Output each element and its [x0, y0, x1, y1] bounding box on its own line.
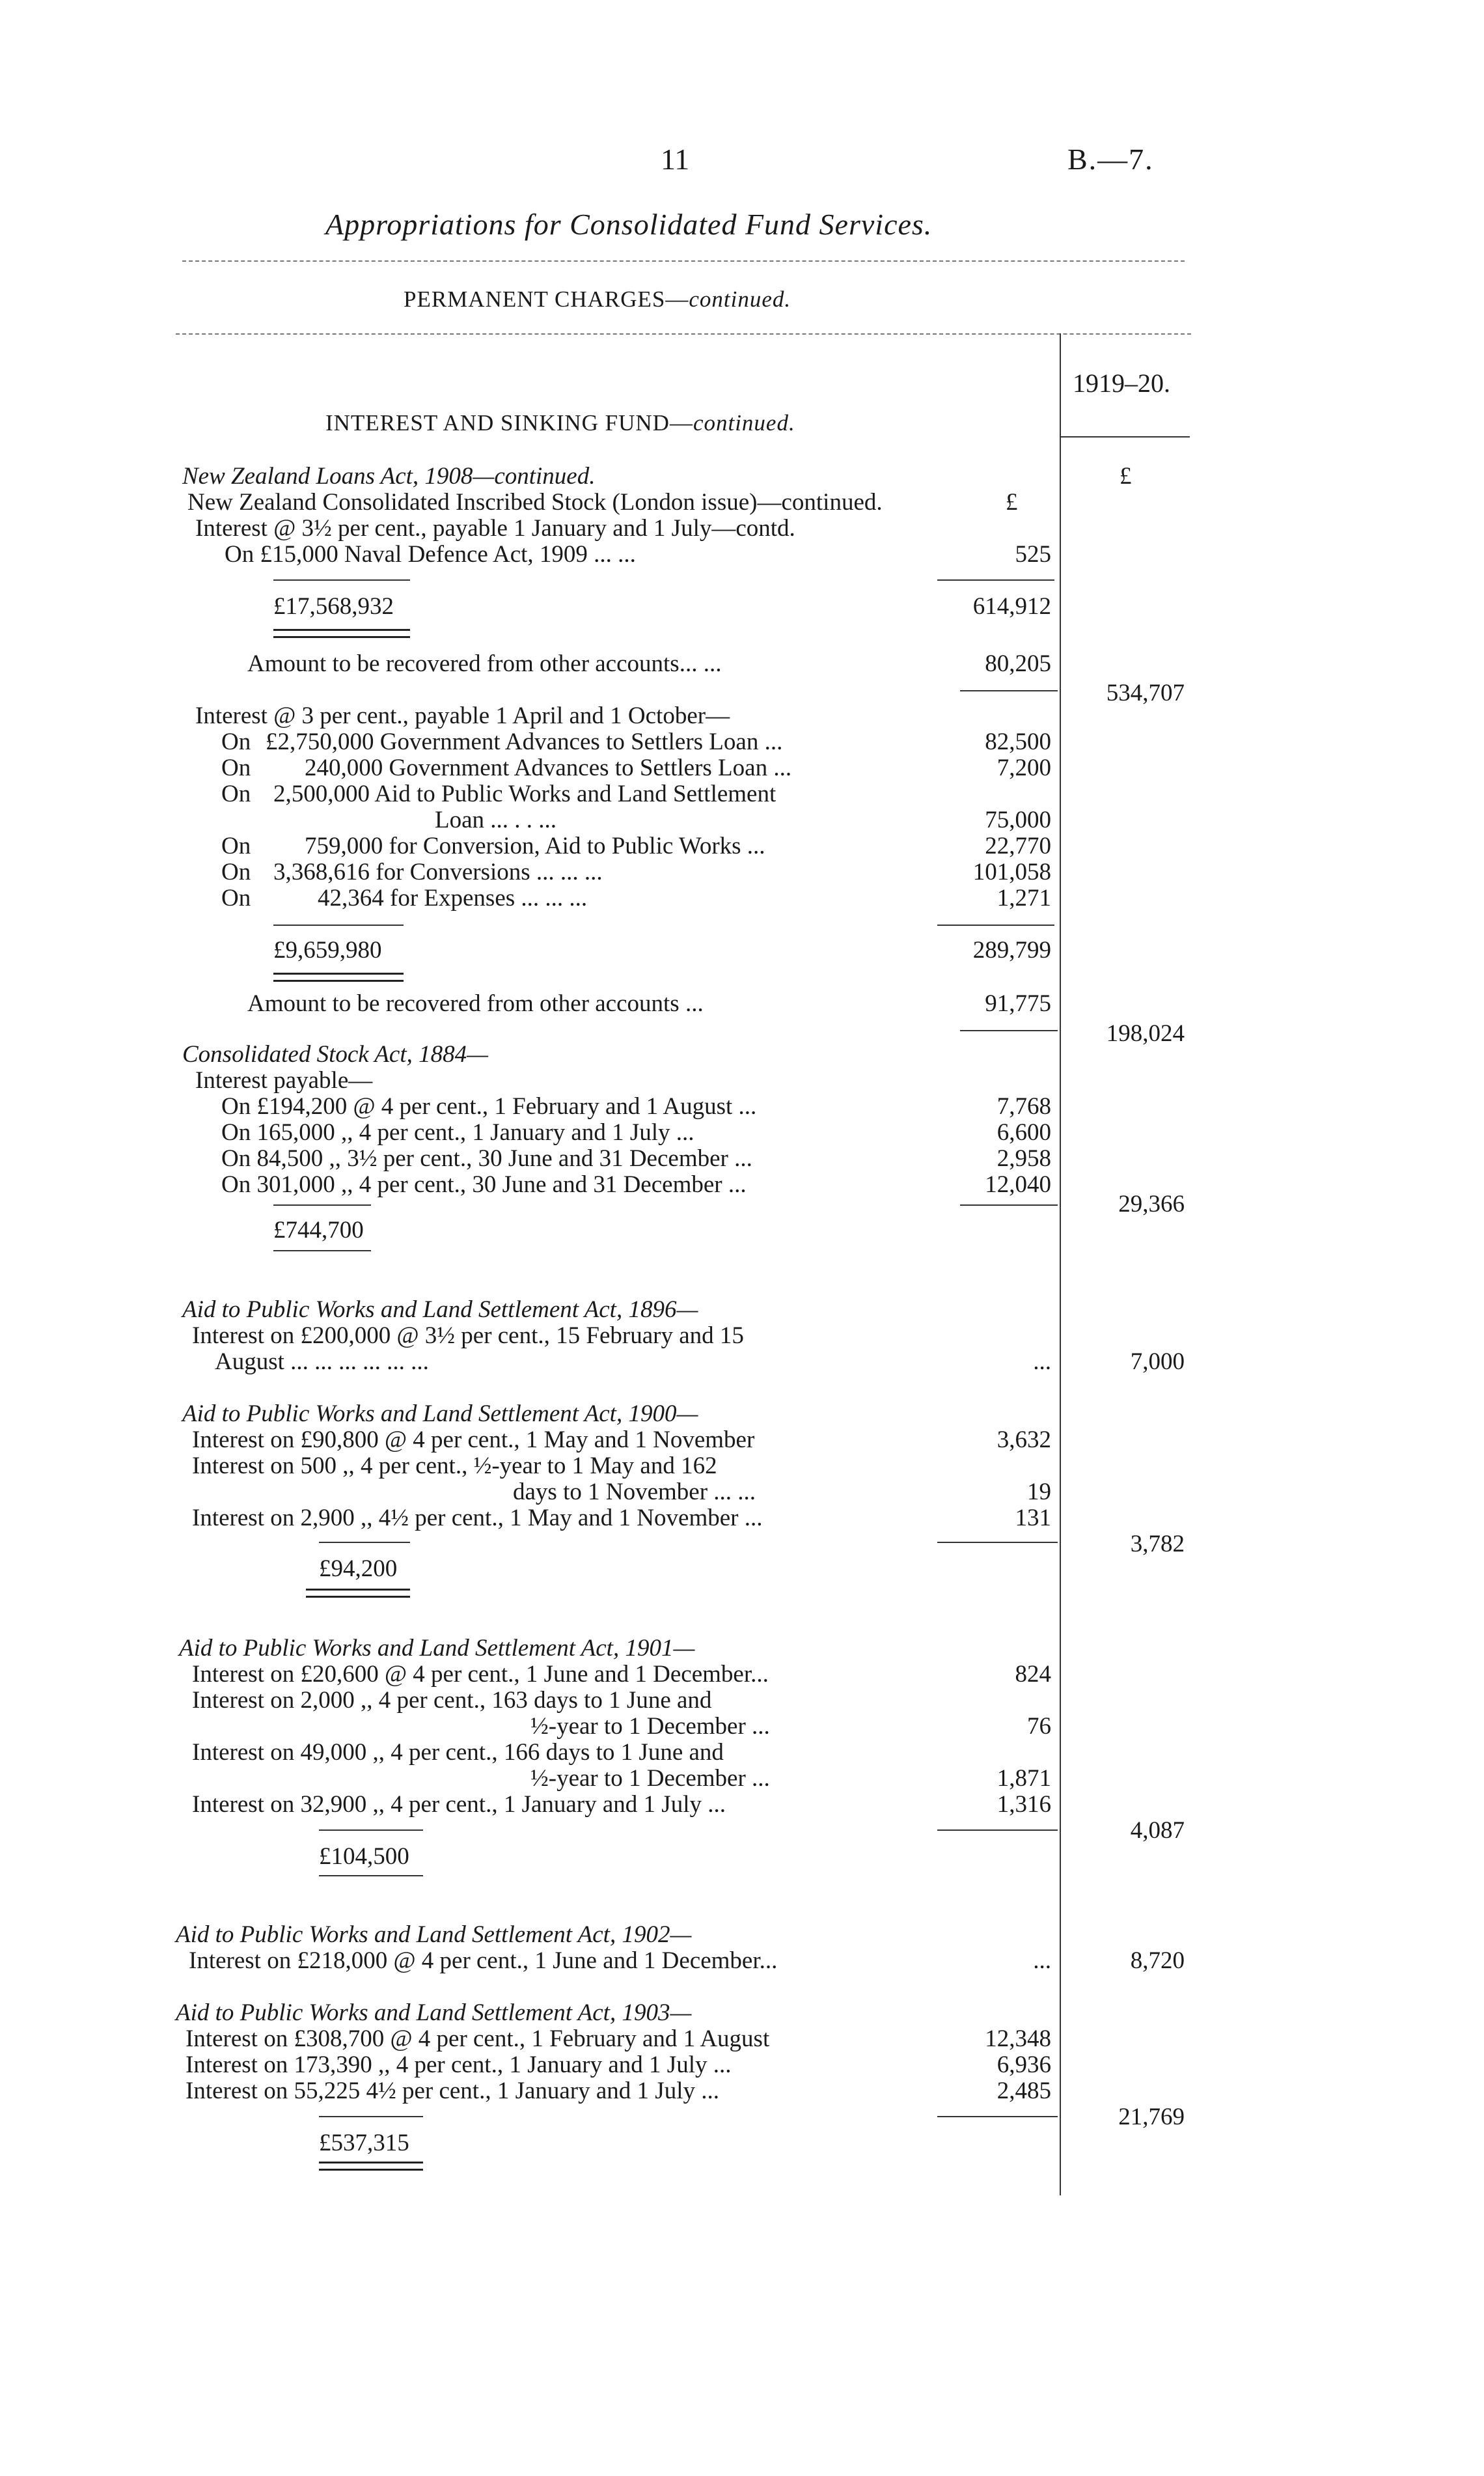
s1-capital-double-rule — [273, 629, 410, 638]
s5-row-4-amount: 131 — [1015, 1505, 1051, 1531]
s5-row-3-amount: 19 — [1027, 1479, 1051, 1505]
s6-row-6-text: Interest on 32,900 ,, 4 per cent., 1 January and 1 July ... — [192, 1791, 726, 1818]
header-divider — [182, 260, 1185, 262]
s2-row-4-text: Loan ... . . ... — [435, 807, 557, 833]
s6-act-title: Aid to Public Works and Land Settlement Act, 1901— — [179, 1635, 695, 1662]
s2-row-2-amount: 7,200 — [996, 755, 1051, 781]
s3-capital: £744,700 — [273, 1217, 364, 1244]
s6-row-3-text: ½-year to 1 December ... — [530, 1713, 770, 1740]
s8-capital: £537,315 — [319, 2130, 409, 2156]
year-column-header: 1919–20. — [1073, 369, 1170, 398]
s2-row-1-prefix: On — [221, 729, 251, 755]
s2-row-4-amount: 75,000 — [985, 807, 1051, 833]
subtitle-main: PERMANENT CHARGES— — [404, 286, 689, 312]
s2-row-3-text: 2,500,000 Aid to Public Works and Land Settlement — [273, 781, 776, 807]
s2-row-5-prefix: On — [221, 833, 251, 859]
s6-capital: £104,500 — [319, 1843, 409, 1870]
section-title-main: INTEREST AND SINKING FUND— — [325, 410, 693, 436]
s2-row-7-prefix: On — [221, 885, 251, 911]
s2-net-rule — [960, 1030, 1058, 1031]
s2-row-2-text: 240,000 Government Advances to Settlers Loan ... — [305, 755, 792, 781]
s3-net-rule — [960, 1204, 1058, 1206]
s2-row-6-text: 3,368,616 for Conversions ... ... ... — [273, 859, 603, 885]
s1-currency: £ — [1006, 489, 1018, 516]
s2-capital-double-rule — [273, 973, 404, 982]
s6-row-1-amount: 824 — [1015, 1661, 1051, 1688]
s8-act-title: Aid to Public Works and Land Settlement Act, 1903— — [176, 1999, 692, 2026]
s3-row-2-text: On 165,000 ,, 4 per cent., 1 January and 1 July ... — [221, 1119, 694, 1146]
s8-net: 21,769 — [1118, 2104, 1185, 2130]
s3-row-4-amount: 12,040 — [985, 1171, 1051, 1198]
s3-act-title: Consolidated Stock Act, 1884— — [182, 1041, 488, 1068]
s5-row-4-text: Interest on 2,900 ,, 4½ per cent., 1 May and 1 November ... — [192, 1505, 763, 1531]
s1-subtotal: 614,912 — [972, 593, 1051, 620]
s1-stock-line: New Zealand Consolidated Inscribed Stock (London issue)—continued. — [187, 489, 883, 516]
s1-capital: £17,568,932 — [273, 593, 394, 620]
s6-row-2-text: Interest on 2,000 ,, 4 per cent., 163 days to 1 June and — [192, 1687, 712, 1714]
s4-amount: ... — [1033, 1348, 1051, 1375]
s8-net-rule — [937, 2116, 1058, 2117]
s1-recover-amount: 80,205 — [985, 650, 1051, 677]
s1-recover-text: Amount to be recovered from other accounts... ... — [247, 650, 722, 677]
s2-row-2-prefix: On — [221, 755, 251, 781]
year-column-divider — [1060, 333, 1061, 2195]
s3-row-1-amount: 7,768 — [996, 1093, 1051, 1120]
s6-row-5-amount: 1,871 — [996, 1765, 1051, 1792]
s3-capital-bottom-rule — [273, 1250, 371, 1251]
s1-net-rule — [960, 690, 1058, 691]
s6-capital-bottom-rule — [319, 1875, 423, 1876]
s8-capital-double-rule — [319, 2162, 423, 2171]
s3-row-2-amount: 6,600 — [996, 1119, 1051, 1146]
s2-recover-text: Amount to be recovered from other accounts ... — [247, 990, 704, 1017]
s3-row-3-amount: 2,958 — [996, 1145, 1051, 1172]
s3-row-1-text: On £194,200 @ 4 per cent., 1 February and 1 August ... — [221, 1093, 757, 1120]
s2-row-7-text: 42,364 for Expenses ... ... ... — [318, 885, 588, 911]
page-number: 11 — [661, 143, 690, 176]
page-title: Appropriations for Consolidated Fund Services. — [325, 208, 933, 241]
s5-act-title: Aid to Public Works and Land Settlement Act, 1900— — [182, 1400, 698, 1427]
s2-row-7-amount: 1,271 — [996, 885, 1051, 911]
s1-act-title: New Zealand Loans Act, 1908—continued. — [182, 463, 596, 490]
s2-interest-line: Interest @ 3 per cent., payable 1 April and 1 October— — [195, 702, 730, 729]
page-subtitle — [404, 286, 791, 313]
s8-row-1-text: Interest on £308,700 @ 4 per cent., 1 February and 1 August — [186, 2025, 770, 2052]
s8-row-1-amount: 12,348 — [985, 2025, 1051, 2052]
s2-subtotal: 289,799 — [972, 937, 1051, 964]
s8-row-2-text: Interest on 173,390 ,, 4 per cent., 1 January and 1 July ... — [186, 2052, 732, 2078]
s2-row-6-prefix: On — [221, 859, 251, 885]
s6-row-3-amount: 76 — [1027, 1713, 1051, 1740]
s6-row-4-text: Interest on 49,000 ,, 4 per cent., 166 days to 1 June and — [192, 1739, 724, 1766]
table-top-rule — [176, 333, 1191, 335]
section-title — [325, 410, 795, 436]
s8-row-2-amount: 6,936 — [996, 2052, 1051, 2078]
s5-capital-rule — [319, 1542, 410, 1543]
s5-row-1-amount: 3,632 — [996, 1426, 1051, 1453]
s2-row-6-amount: 101,058 — [972, 859, 1051, 885]
s7-line: Interest on £218,000 @ 4 per cent., 1 June and 1 December... — [189, 1947, 778, 1974]
year-header-rule — [1060, 436, 1190, 438]
subtitle-suffix: continued. — [689, 286, 791, 312]
s4-net: 7,000 — [1130, 1348, 1185, 1375]
s6-row-5-text: ½-year to 1 December ... — [530, 1765, 770, 1792]
s5-net-rule — [937, 1542, 1058, 1543]
s7-act-title: Aid to Public Works and Land Settlement Act, 1902— — [176, 1921, 692, 1948]
s6-row-1-text: Interest on £20,600 @ 4 per cent., 1 June and 1 December... — [192, 1661, 769, 1688]
s1-row-text: On £15,000 Naval Defence Act, 1909 ... ... — [225, 541, 636, 568]
s1-net: 534,707 — [1106, 680, 1185, 706]
s8-capital-rule — [319, 2116, 423, 2117]
s1-interest-line: Interest @ 3½ per cent., payable 1 January and 1 July—contd. — [195, 515, 795, 542]
document-code: B.—7. — [1067, 143, 1154, 176]
s3-row-3-text: On 84,500 ,, 3½ per cent., 30 June and 31 December ... — [221, 1145, 752, 1172]
s2-row-5-amount: 22,770 — [985, 833, 1051, 859]
s6-capital-rule — [319, 1829, 423, 1831]
s5-row-2-text: Interest on 500 ,, 4 per cent., ½-year to 1 May and 162 — [192, 1453, 717, 1479]
s7-net: 8,720 — [1130, 1947, 1185, 1974]
s2-capital: £9,659,980 — [273, 937, 382, 964]
s3-capital-rule — [273, 1204, 371, 1206]
s2-row-1-amount: 82,500 — [985, 729, 1051, 755]
s1-row-amount: 525 — [1015, 541, 1051, 568]
s4-act-title: Aid to Public Works and Land Settlement Act, 1896— — [182, 1296, 698, 1323]
s8-row-3-amount: 2,485 — [996, 2078, 1051, 2104]
s4-line-1: Interest on £200,000 @ 3½ per cent., 15 February and 15 — [192, 1322, 744, 1349]
s2-capital-rule — [273, 925, 404, 926]
s5-capital: £94,200 — [319, 1555, 398, 1582]
s2-recover-amount: 91,775 — [985, 990, 1051, 1017]
s1-subtotal-rule — [937, 579, 1054, 581]
s3-net: 29,366 — [1118, 1191, 1185, 1217]
s2-row-3-prefix: On — [221, 781, 251, 807]
s3-interest-line: Interest payable— — [195, 1067, 373, 1094]
s6-net: 4,087 — [1130, 1817, 1185, 1844]
s2-net: 198,024 — [1106, 1020, 1185, 1047]
s5-row-1-text: Interest on £90,800 @ 4 per cent., 1 May and 1 November — [192, 1426, 755, 1453]
s2-row-5-text: 759,000 for Conversion, Aid to Public Works ... — [305, 833, 765, 859]
s5-net: 3,782 — [1130, 1531, 1185, 1557]
s2-subtotal-rule — [937, 925, 1054, 926]
s1-capital-rule — [273, 579, 410, 581]
s7-amount: ... — [1033, 1947, 1051, 1974]
s6-net-rule — [937, 1829, 1058, 1831]
s3-row-4-text: On 301,000 ,, 4 per cent., 30 June and 31 December ... — [221, 1171, 747, 1198]
s4-line-2: August ... ... ... ... ... ... — [215, 1348, 429, 1375]
s5-capital-double-rule — [306, 1589, 410, 1598]
year-currency-symbol: £ — [1120, 463, 1132, 490]
s8-row-3-text: Interest on 55,225 4½ per cent., 1 January and 1 July ... — [186, 2078, 719, 2104]
section-title-suffix: continued. — [693, 410, 795, 436]
s6-row-6-amount: 1,316 — [996, 1791, 1051, 1818]
s5-row-3-text: days to 1 November ... ... — [513, 1479, 756, 1505]
s2-row-1-text: £2,750,000 Government Advances to Settlers Loan ... — [266, 729, 783, 755]
